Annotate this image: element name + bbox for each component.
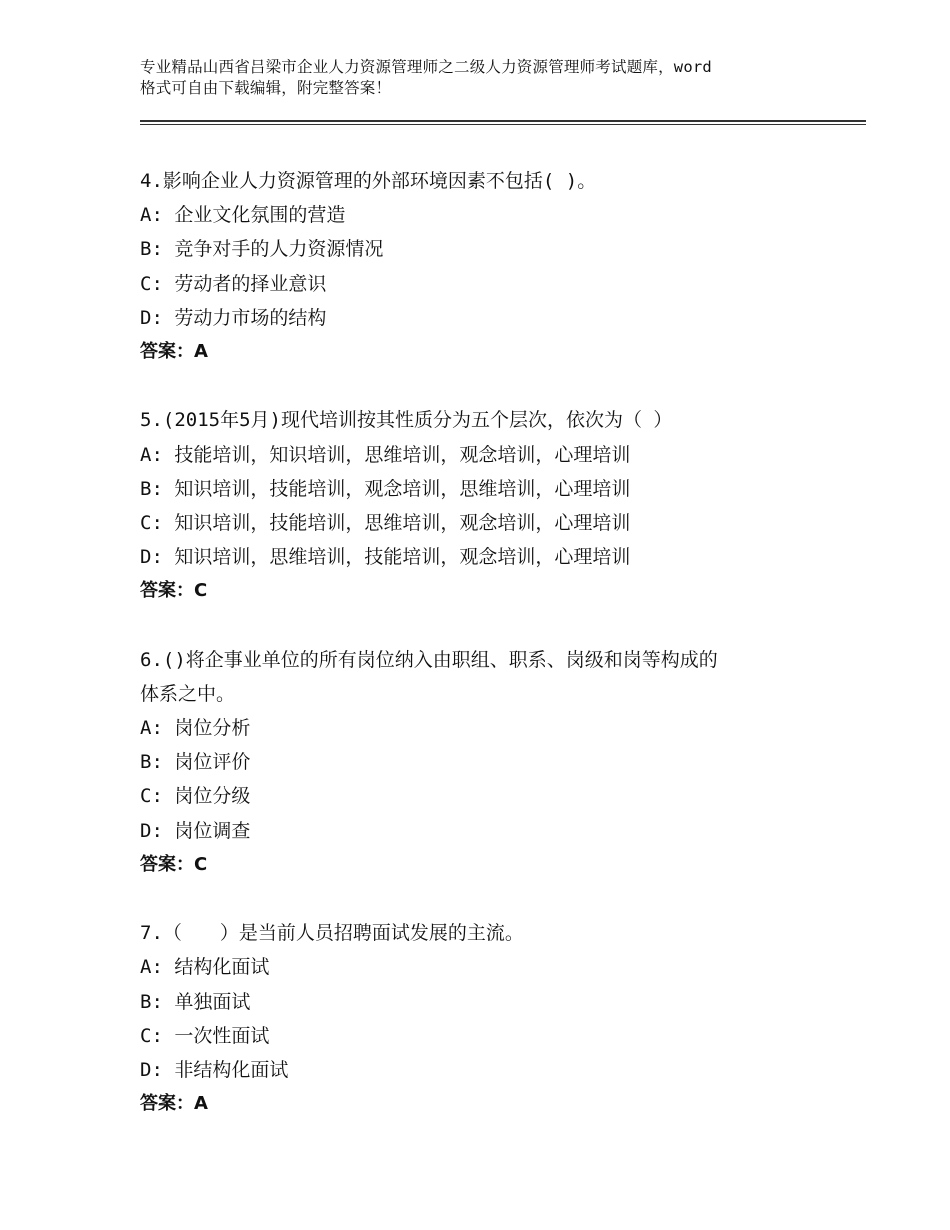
option-d: D: 知识培训，思维培训，技能培训，观念培训，心理培训 xyxy=(140,546,631,569)
question-stem: 4.影响企业人力资源管理的外部环境因素不包括( )。 xyxy=(140,170,597,192)
question-6 xyxy=(140,643,866,882)
answer: 答案：A xyxy=(140,340,208,362)
option-b: B: 岗位评价 xyxy=(140,751,251,774)
header-divider-thin xyxy=(140,124,866,125)
option-c: C: 劳动者的择业意识 xyxy=(140,272,327,295)
option-c: C: 知识培训，技能培训，思维培训，观念培训，心理培训 xyxy=(140,511,631,534)
option-d: D: 非结构化面试 xyxy=(140,1058,289,1081)
option-b: B: 知识培训，技能培训，观念培训，思维培训，心理培训 xyxy=(140,477,631,500)
option-b: B: 竞争对手的人力资源情况 xyxy=(140,238,384,261)
option-a: A: 企业文化氛围的营造 xyxy=(140,204,346,227)
option-a: A: 岗位分析 xyxy=(140,717,251,739)
question-spacer xyxy=(140,882,866,916)
header-divider xyxy=(140,120,866,122)
header-line-1: 专业精品山西省吕梁市企业人力资源管理师之二级人力资源管理师考试题库，word xyxy=(140,58,712,76)
question-4 xyxy=(140,164,866,369)
header-line-2: 格式可自由下载编辑，附完整答案！ xyxy=(140,79,392,97)
question-stem: 6.()将企事业单位的所有岗位纳入由职组、职系、岗级和岗等构成的 xyxy=(140,648,718,671)
question-spacer xyxy=(140,369,866,403)
option-d: D: 岗位调查 xyxy=(140,819,251,842)
answer: 答案：A xyxy=(140,1093,208,1115)
question-stem: 5.(2015年5月)现代培训按其性质分为五个层次，依次为（ ） xyxy=(140,409,673,432)
option-c: C: 岗位分级 xyxy=(140,785,251,808)
question-list xyxy=(140,164,866,1121)
question-stem-continued: 体系之中。 xyxy=(140,682,236,705)
option-a: A: 技能培训，知识培训，思维培训，观念培训，心理培训 xyxy=(140,443,631,466)
question-stem: 7.（ ）是当前人员招聘面试发展的主流。 xyxy=(140,922,524,945)
option-d: D: 劳动力市场的结构 xyxy=(140,306,327,329)
question-7 xyxy=(140,916,866,1121)
answer: 答案：C xyxy=(140,853,208,875)
document-header xyxy=(140,57,840,99)
question-spacer xyxy=(140,608,866,642)
option-a: A: 结构化面试 xyxy=(140,956,270,979)
answer: 答案：C xyxy=(140,580,208,602)
option-c: C: 一次性面试 xyxy=(140,1024,270,1047)
option-b: B: 单独面试 xyxy=(140,990,251,1013)
question-5 xyxy=(140,403,866,608)
